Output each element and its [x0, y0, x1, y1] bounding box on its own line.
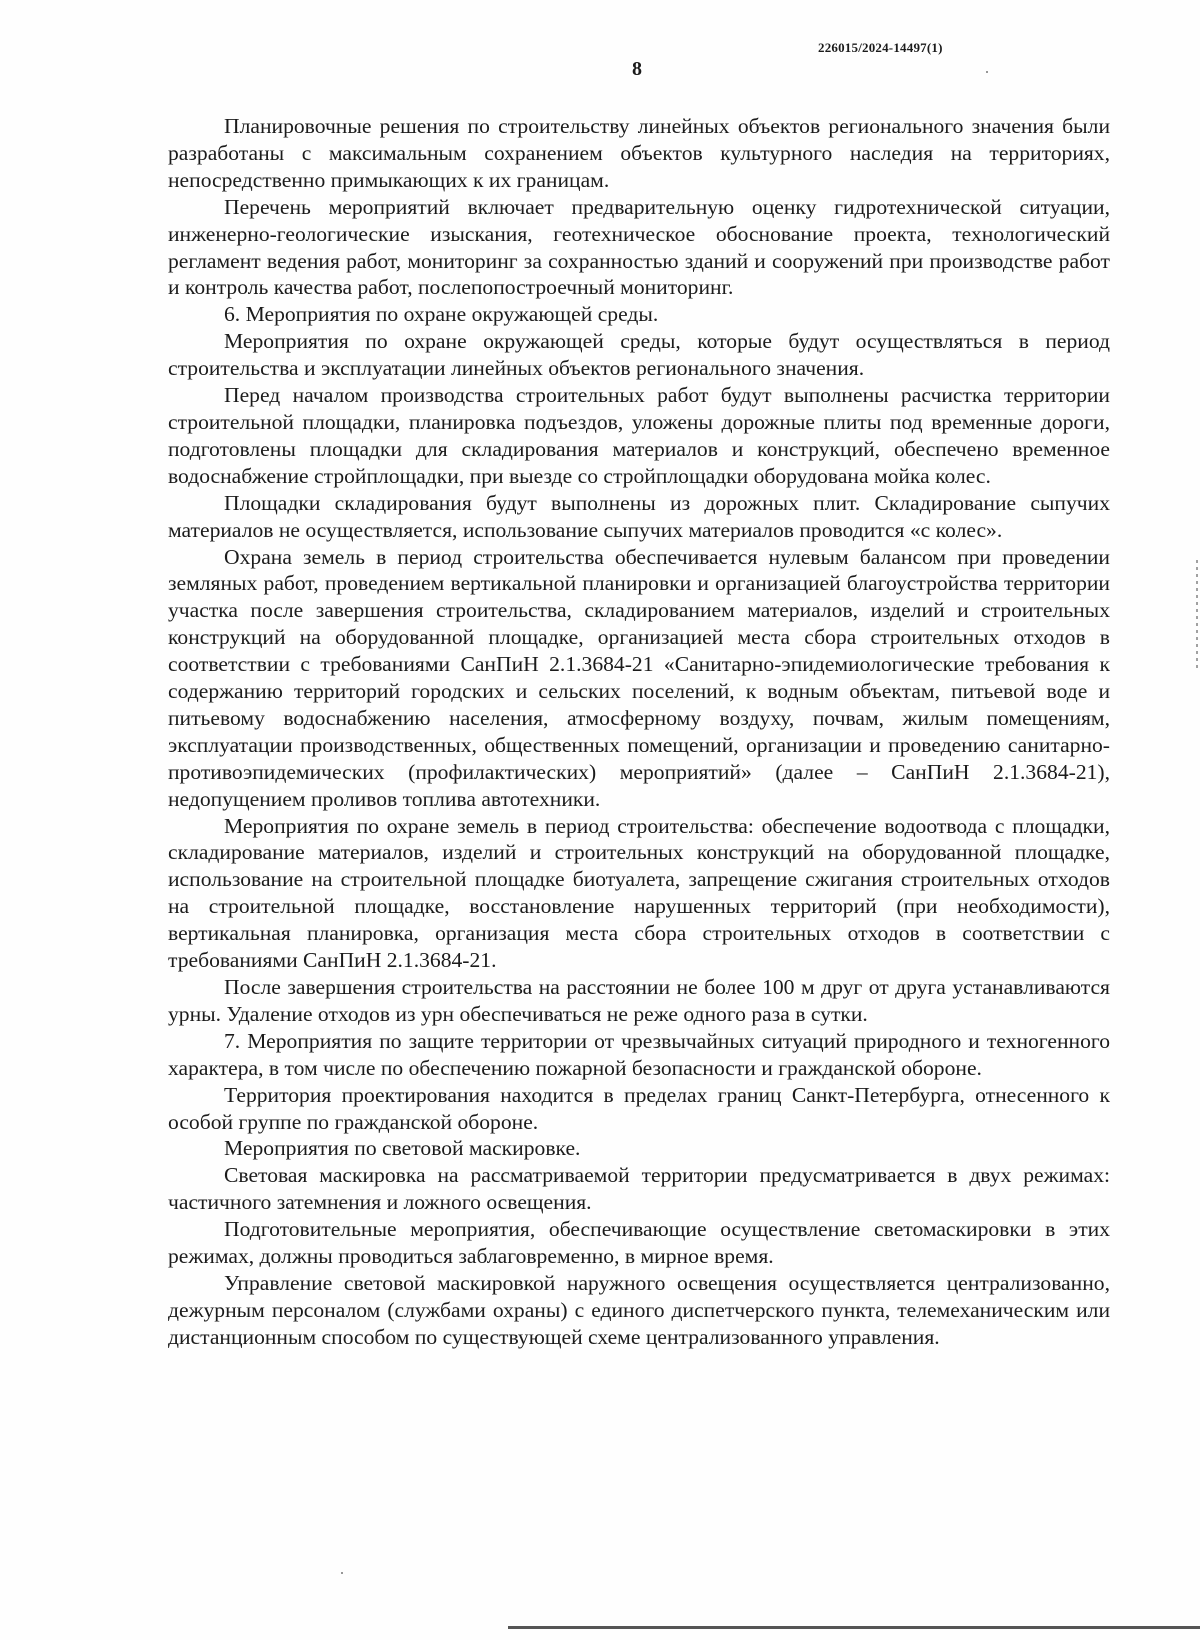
scan-bottom-edge [508, 1626, 1200, 1629]
paragraph-storage-areas: Площадки складирования будут выполнены из дорожных плит. Складирование сыпучих материалов не осуществляется, использование сыпучих материалов проводится «с колес». [168, 490, 1110, 542]
scan-speck [341, 1572, 343, 1574]
paragraph-lighting-control: Управление световой маскировкой наружного освещения осуществляется централизованно, дежурным персоналом (службами охраны) с единого диспетчерского пункта, телемеханическим или дистанционным способом по существующей схеме централизованного управления. [168, 1270, 1110, 1349]
paragraph-land-protection: Охрана земель в период строительства обеспечивается нулевым балансом при проведении земляных работ, проведением вертикальной планировки и организацией благоустройства территории участка после завершения строительства, складированием материалов, изделий и строительных конструкций на оборудованной площадке, организацией места сбора строительных отходов в соответствии с требованиями СанПиН 2.1.3684-21 «Санитарно-эпидемиологические требования к содержанию территорий городских и сельских поселений, к водным объектам, питьевой воде и питьевому водоснабжению населения, атмосферному воздуху, почвам, жилым помещениям, эксплуатации производственных, общественных помещений, организации и проведению санитарно-противоэпидемических (профилактических) мероприятий» (далее – СанПиН 2.1.3684-21), недопущением проливов топлива автотехники. [168, 544, 1110, 811]
paragraph-design-territory: Территория проектирования находится в пределах границ Санкт-Петербурга, отнесенного к особой группе по гражданской обороне. [168, 1082, 1110, 1134]
subheading-light-masking: Мероприятия по световой маскировке. [224, 1136, 581, 1161]
document-registration-number: 226015/2024-14497(1) [818, 40, 943, 55]
paragraph-measures-list: Перечень мероприятий включает предварительную оценку гидротехнической ситуации, инженерно-геологические изыскания, геотехническое обоснование проекта, технологический регламент ведения работ, мониторинг за сохранностью зданий и сооружений при производстве работ и контроль качества работ, послепопостроечный мониторинг. [168, 194, 1110, 300]
paragraph-land-protection-measures: Мероприятия по охране земель в период строительства: обеспечение водоотвода с площадки, складирование материалов, изделий и строительных конструкций на оборудованной площадке, использование на строительной площадке биотуалета, запрещение сжигания строительных отходов на строительной площадке, восстановление нарушенных территорий (при необходимости), вертикальная планировка, организация места сбора строительных отходов в соответствии с требованиями СанПиН 2.1.3684-21. [168, 813, 1110, 973]
paragraph-planning-decisions: Планировочные решения по строительству линейных объектов регионального значения были разработаны с максимальным сохранением объектов культурного наследия на территориях, непосредственно примыкающих к их границам. [168, 114, 1110, 192]
scan-speck [986, 71, 988, 73]
paragraph-environment-measures: Мероприятия по охране окружающей среды, которые будут осуществляться в период строительства и эксплуатации линейных объектов регионального значения. [168, 329, 1110, 381]
document-body [168, 113, 1110, 1351]
section-heading-emergency: 7. Мероприятия по защите территории от чрезвычайных ситуаций природного и техногенного характера, в том числе по обеспечению пожарной безопасности и гражданской обороне. [168, 1028, 1110, 1080]
paragraph-waste-bins: После завершения строительства на расстоянии не более 100 м друг от друга устанавливаются урны. Удаление отходов из урн обеспечиваться не реже одного раза в сутки. [168, 975, 1110, 1026]
section-heading-environment: 6. Мероприятия по охране окружающей среды. [224, 302, 659, 327]
scan-edge-artifact [1196, 560, 1198, 670]
paragraph-site-preparation: Перед началом производства строительных работ будут выполнены расчистка территории строительной площадки, планировка подъездов, уложены дорожные плиты под временные дороги, подготовлены площадки для складирования материалов и конструкций, обеспечено временное водоснабжение стройплощадки, при выезде со стройплощадки оборудована мойка колес. [168, 383, 1110, 488]
paragraph-preparatory-measures: Подготовительные мероприятия, обеспечивающие осуществление светомаскировки в этих режимах, должны проводиться заблаговременно, в мирное время. [168, 1217, 1110, 1269]
paragraph-light-masking-modes: Световая маскировка на рассматриваемой территории предусматривается в двух режимах: частичного затемнения и ложного освещения. [168, 1163, 1110, 1215]
page-number: 8 [632, 58, 642, 80]
